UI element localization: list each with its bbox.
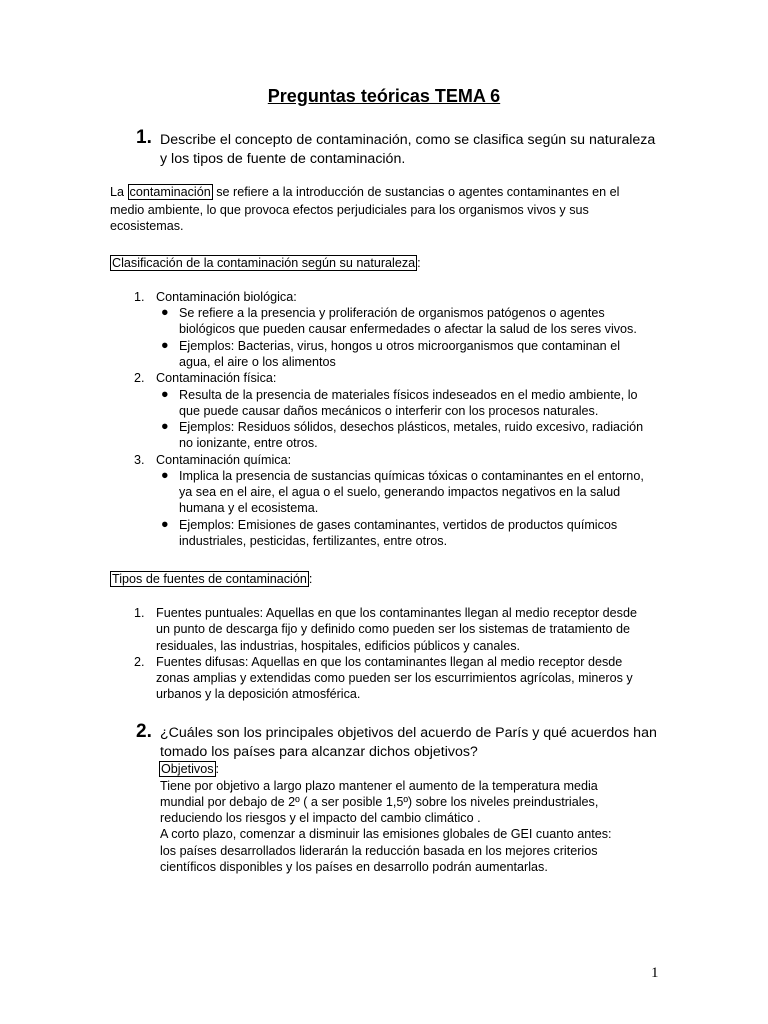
sources-item-1-line-1: Fuentes puntuales: Aquellas en que los contaminantes llegan al medio receptor desde (156, 606, 637, 620)
bullet-icon: ● (161, 387, 169, 401)
answer-line-4: A corto plazo, comenzar a disminuir las emisiones globales de GEI cuanto antes: (160, 827, 612, 841)
bullet-1-1-line-1: Se refiere a la presencia y proliferación de organismos patógenos o agentes (179, 306, 605, 320)
intro-prefix: La (110, 185, 125, 199)
question-1-number: 1. (136, 127, 152, 148)
classification-heading-suffix: : (417, 256, 421, 270)
intro-line-3: ecosistemas. (110, 219, 184, 233)
objectives-heading (159, 761, 219, 777)
question-2-line-1: ¿Cuáles son los principales objetivos del acuerdo de París y qué acuerdos han (160, 725, 657, 741)
classification-item-2-number: 2. (134, 371, 145, 385)
answer-line-3: reduciendo los riesgos y el impacto del cambio climático . (160, 811, 481, 825)
classification-item-2-label: Contaminación física: (156, 371, 277, 385)
bullet-icon: ● (161, 419, 169, 433)
sources-item-1-number: 1. (134, 606, 145, 620)
page-number: 1 (651, 965, 659, 981)
objectives-label-boxed: Objetivos (161, 762, 214, 776)
bullet-3-2-line-1: Ejemplos: Emisiones de gases contaminantes, vertidos de productos químicos (179, 518, 618, 532)
sources-item-1-line-3: residuales, las industrias, hospitales, edificios públicos y canales. (156, 639, 521, 653)
term-contaminacion-boxed: contaminación (129, 185, 211, 199)
sources-item-2-line-1: Fuentes difusas: Aquellas en que los contaminantes llegan al medio receptor desde (156, 655, 623, 669)
bullet-3-1-line-3: humana y el ecosistema. (179, 501, 319, 515)
sources-heading-boxed: Tipos de fuentes de contaminación (112, 572, 307, 586)
classification-item-1-label: Contaminación biológica: (156, 290, 297, 304)
sources-heading-suffix: : (308, 572, 313, 586)
classification-heading-boxed: Clasificación de la contaminación según su naturaleza (112, 256, 416, 270)
bullet-2-1-line-1: Resulta de la presencia de materiales físicos indeseados en el medio ambiente, lo (179, 388, 638, 402)
question-1-line-1: Describe el concepto de contaminación, como se clasifica según su naturaleza (160, 132, 656, 148)
question-1-line-2: y los tipos de fuente de contaminación. (160, 151, 406, 167)
intro-line-2: medio ambiente, lo que provoca efectos perjudiciales para los organismos vivos y sus (110, 203, 589, 217)
answer-line-6: científicos disponibles y los países en desarrollo podrán aumentarlas. (160, 860, 548, 874)
sources-item-2-line-3: urbanos y la deposición atmosférica. (156, 687, 361, 701)
classification-item-1-number: 1. (134, 290, 145, 304)
bullet-2-2-line-1: Ejemplos: Residuos sólidos, desechos plásticos, metales, ruido excesivo, radiación (179, 420, 644, 434)
bullet-icon: ● (161, 338, 169, 352)
bullet-icon: ● (161, 517, 169, 531)
bullet-3-1-line-2: ya sea en el aire, el agua o el suelo, generando impactos negativos en la salud (179, 485, 621, 499)
bullet-3-2-line-2: industriales, pesticidas, fertilizantes, entre otros. (179, 534, 448, 548)
answer-line-1: Tiene por objetivo a largo plazo mantener el aumento de la temperatura media (160, 779, 598, 793)
intro-line-1 (110, 184, 619, 200)
intro-line-1-rest: se refiere a la introducción de sustancias o agentes contaminantes en el (216, 185, 620, 199)
answer-line-5: los países desarrollados liderarán la reducción basada en los mejores criterios (160, 844, 598, 858)
sources-heading (110, 571, 312, 587)
sources-item-2-number: 2. (134, 655, 145, 669)
bullet-1-2-line-2: agua, el aire o los alimentos (179, 355, 336, 369)
sources-item-2-line-2: zonas amplias y extendidas como pueden ser los escurrimientos agrícolas, mineros y (156, 671, 633, 685)
bullet-2-1-line-2: que puede causar daños mecánicos o interferir con los procesos naturales. (179, 404, 599, 418)
bullet-1-2-line-1: Ejemplos: Bacterias, virus, hongos u otros microorganismos que contaminan el (179, 339, 620, 353)
answer-line-2: mundial por debajo de 2º ( a ser posible 1,5º) sobre los niveles preindustriales, (160, 795, 599, 809)
question-2-line-2: tomado los países para alcanzar dichos objetivos? (160, 744, 478, 760)
classification-heading (110, 255, 421, 271)
bullet-icon: ● (161, 305, 169, 319)
bullet-2-2-line-2: no ionizante, entre otros. (179, 436, 318, 450)
question-2-number: 2. (136, 721, 152, 742)
classification-item-3-label: Contaminación química: (156, 453, 292, 467)
page-title: Preguntas teóricas TEMA 6 (267, 86, 501, 106)
objectives-suffix: : (215, 762, 219, 776)
bullet-1-1-line-2: biológicos que pueden causar enfermedades o afectar la salud de los seres vivos. (179, 322, 637, 336)
bullet-3-1-line-1: Implica la presencia de sustancias químicas tóxicas o contaminantes en el entorno, (179, 469, 644, 483)
classification-item-3-number: 3. (134, 453, 145, 467)
sources-item-1-line-2: un punto de descarga fijo y definido como pueden ser los sistemas de tratamiento de (156, 622, 630, 636)
bullet-icon: ● (161, 468, 169, 482)
